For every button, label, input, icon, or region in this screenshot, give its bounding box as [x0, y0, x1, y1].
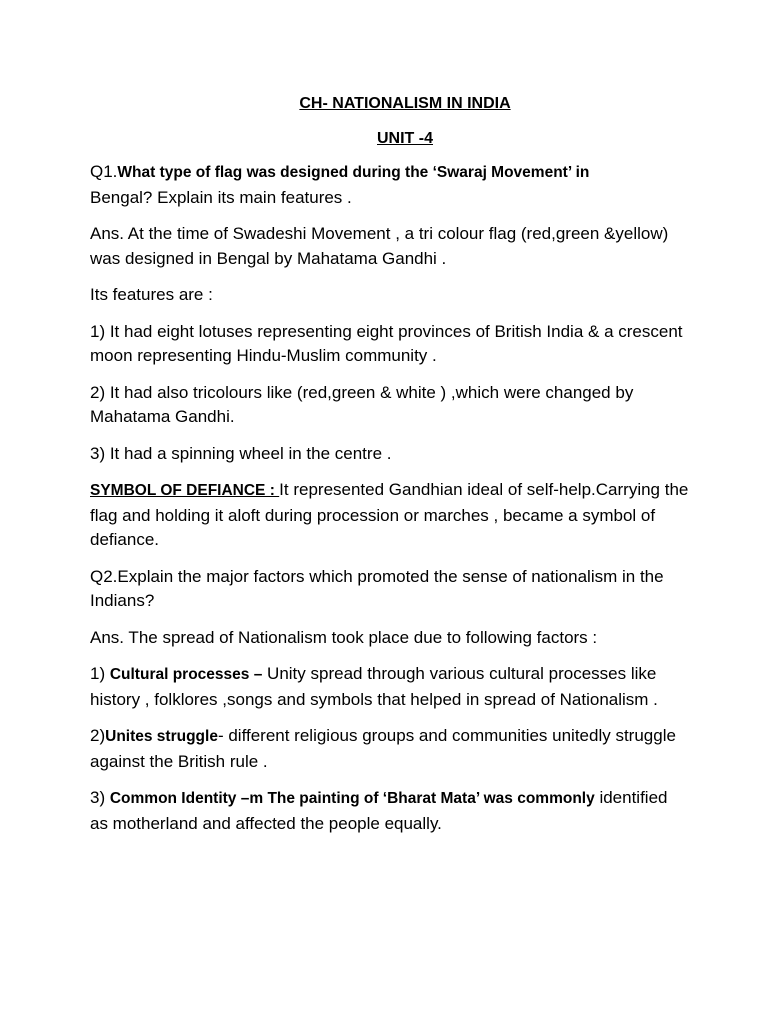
factor-2-num: 2) — [90, 726, 106, 745]
feature-1: 1) It had eight lotuses representing eight provinces of British India & a crescent moon representing Hindu-Muslim community . — [90, 321, 683, 365]
factor-2-text: - different religious groups and communities unitedly struggle against the British rule . — [90, 726, 676, 771]
factor-1-text: Unity spread through various cultural processes like history , folklores ,songs and symbols that helped in spread of Nationalism . — [90, 664, 658, 709]
answer-2: Ans. The spread of Nationalism took place due to following factors : — [90, 627, 598, 647]
factor-3 — [90, 786, 690, 836]
symbol-text: It represented Gandhian ideal of self-help.Carrying the flag and holding it aloft during procession or marches , became a symbol of defiance. — [90, 480, 689, 549]
features-intro: Its features are : — [90, 285, 213, 304]
factor-1-heading: Cultural processes – — [109, 666, 263, 683]
factor-2 — [90, 724, 690, 774]
question-1-rest: Bengal? Explain its main features . — [90, 187, 352, 207]
factor-3-text: identified as motherland and affected the people equally. — [90, 788, 668, 833]
answer-1: Ans. At the time of Swadeshi Movement , a tri colour flag (red,green &yellow) was designed in Bengal by Mahatama Gandhi . — [90, 224, 669, 268]
symbol-heading: SYMBOL OF DEFIANCE : — [90, 482, 280, 499]
factor-3-heading: Common Identity –m The painting of ‘Bharat Mata’ was commonly — [109, 790, 595, 807]
document-page — [90, 92, 690, 836]
factor-1-num: 1) — [90, 664, 110, 683]
unit-title: UNIT -4 — [377, 129, 433, 147]
question-1 — [90, 160, 690, 210]
factor-3-num: 3) — [90, 788, 110, 807]
symbol-of-defiance — [90, 478, 690, 553]
feature-3: 3) It had a spinning wheel in the centre . — [90, 443, 392, 463]
question-1-bold: What type of flag was designed during the ‘Swaraj Movement’ in — [117, 164, 590, 181]
question-1-prefix: Q1. — [90, 162, 118, 181]
chapter-title: CH- NATIONALISM IN INDIA — [299, 95, 511, 112]
question-2: Q2.Explain the major factors which promoted the sense of nationalism in the Indians? — [90, 566, 664, 610]
factor-2-heading: Unites struggle — [105, 728, 218, 745]
feature-2: 2) It had also tricolours like (red,green & white ) ,which were changed by Mahatama Gandhi. — [90, 382, 634, 426]
factor-1 — [90, 662, 690, 712]
